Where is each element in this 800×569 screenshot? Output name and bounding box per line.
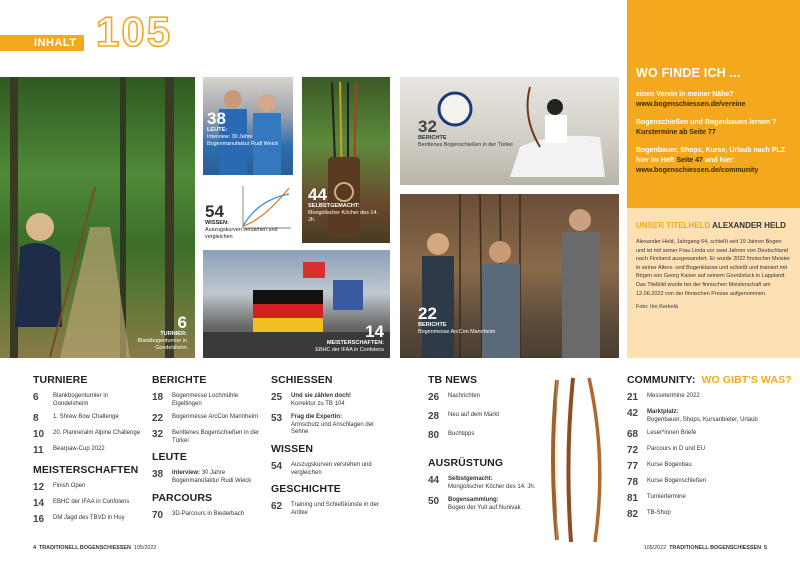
- photo-berichte-tuerkei[interactable]: [400, 77, 619, 185]
- list-item[interactable]: 6 Blankbogenturnier in Gondelsheim: [33, 392, 109, 407]
- list-item[interactable]: 80 Buchtipps: [428, 430, 475, 441]
- info-q2: Bogenschießen und Bogenbauen lernen ? Kurstermine ab Seite 77: [636, 119, 777, 136]
- section-wissen: WISSEN: [271, 442, 314, 455]
- toc-column-3: [271, 374, 381, 523]
- list-item[interactable]: 10 20. Planneralm Alpine Challenge: [33, 429, 141, 441]
- caption-meisterschaften: 14 MEISTERSCHAFTEN: EBHC der IFAA in Confolens: [315, 322, 384, 353]
- section-geschichte: GESCHICHTE: [271, 483, 341, 496]
- section-meisterschaften: MEISTERSCHAFTEN: [33, 464, 139, 477]
- section-community: COMMUNITY: WO GIBT'S WAS?: [627, 374, 792, 386]
- footer-right: 105/2022 TRADITIONELL BOGENSCHIESSEN 5: [643, 545, 767, 551]
- section-ausruestung: AUSRÜSTUNG: [428, 457, 504, 469]
- footer-left: 4 TRADITIONELL BOGENSCHIESSEN 105/2022: [33, 545, 157, 551]
- toc-column-5: [627, 374, 797, 526]
- photo-selbstgemacht[interactable]: [302, 77, 390, 243]
- link-vereine[interactable]: www.bogenschiessen.de/vereine: [636, 101, 746, 108]
- bows-icon: [545, 372, 615, 544]
- list-item[interactable]: 77 Kurse Bogenbau: [627, 461, 692, 473]
- list-item[interactable]: 21 Messetermine 2022: [627, 392, 700, 403]
- section-turniere: TURNIERE: [33, 374, 88, 386]
- photo-turnier[interactable]: [0, 77, 195, 358]
- section-schiessen: SCHIESSEN: [271, 374, 333, 386]
- titelheld-text: Alexander Held, Jahrgang 64, schießt seit 19 Jahren Bogen und ist mit seiner Frau Linda vor zwei Jahren von Deutschland nach Finnland ausgewandert. Er wurde 2022 finnischer Meister in seiner Alters- und Bogenklasse und schießt und trainiert mit Bögen von Georg Kaiser auf seinem Grundstück in Lappland. Das Titelbild wurde bei der finnischen Meisterschaft am 12.06.2022 von der finnischen Presse aufgenommen.: [636, 239, 791, 297]
- photo-credit: Foto: Iiro Kerkelä: [636, 304, 678, 311]
- link-community[interactable]: www.bogenschiessen.de/community: [636, 167, 759, 174]
- list-item[interactable]: 28 Neu auf dem Markt: [428, 411, 500, 422]
- photo-leute[interactable]: [203, 77, 293, 175]
- list-item[interactable]: 54 Auszugskurven verstehen und vergleichen: [271, 460, 372, 476]
- section-leute: LEUTE: [152, 451, 187, 464]
- toc-column-2: [152, 374, 262, 527]
- titelheld-panel: [627, 208, 800, 358]
- photo-berichte-mannheim[interactable]: [400, 194, 619, 358]
- caption-wissen: 54 WISSEN: Auszugskurven verstehen und vergleichen: [205, 202, 278, 240]
- caption-berichte-tuerkei: 32 BERICHTE Berittenes Bogenschießen in der Türkei: [418, 117, 513, 148]
- section-berichte: BERICHTE: [152, 374, 207, 386]
- titelheld-title: UNSER TITELHELD ALEXANDER HELD: [636, 221, 786, 230]
- photo-meisterschaften[interactable]: [203, 250, 390, 358]
- list-item[interactable]: 22 Bogenmesse ArcCon Mannheim: [152, 413, 259, 425]
- info-q1: einen Verein in meiner Nähe? www.bogenschiessen.de/vereine: [636, 91, 746, 108]
- list-item[interactable]: 70 3D-Parcours in Biederbach: [152, 509, 245, 521]
- list-item[interactable]: 38 Interview: 30 Jahre Bogenmanufaktur Rudi Weick: [152, 469, 252, 484]
- list-item[interactable]: 50 Bogensammlung: Bogen der Yuit auf Nunivak: [428, 496, 521, 511]
- list-item[interactable]: 44 Selbstgemacht: Mongolischer Köcher des 14. Jh.: [428, 475, 536, 490]
- list-item[interactable]: 78 Kurse Bogenschießen: [627, 477, 707, 489]
- list-item[interactable]: 72 Parcours in D und EU: [627, 445, 706, 457]
- toc-column-4: [428, 374, 543, 518]
- list-item[interactable]: 81 Turniertermine: [627, 493, 686, 505]
- section-label: INHALT: [0, 35, 84, 51]
- info-q3: Bogenbauer, Shops, Kurse, Urlaub nach PLZ hier im Heft Seite 47 und hier: www.bogenschiessen.de/community: [636, 147, 785, 174]
- caption-berichte-mannheim: 22 BERICHTE Bogenmesse ArcCon Mannheim: [418, 304, 496, 335]
- caption-selbstgemacht: 44 SELBSTGEMACHT: Mongolischer Köcher des 14. Jh.: [308, 185, 378, 223]
- chart-wissen[interactable]: [203, 180, 295, 246]
- list-item[interactable]: 11 Bearpaw-Cup 2022: [33, 445, 105, 457]
- list-item[interactable]: 18 Bogenmesse Lochmühle Eigeltingen: [152, 392, 239, 407]
- list-item[interactable]: 8 1. Shrew Bow Challenge: [33, 413, 119, 425]
- section-parcours: PARCOURS: [152, 491, 213, 504]
- list-item[interactable]: 14 EBHC der IFAA in Confolens: [33, 498, 130, 510]
- list-item[interactable]: 16 DM Jagd des TBVD in Huy: [33, 514, 125, 526]
- list-item[interactable]: 53 Frag die Expertin: Armschutz und Anschlagen der Sehne: [271, 413, 375, 436]
- list-item[interactable]: 26 Nachrichten: [428, 392, 481, 403]
- info-title: WO FINDE ICH ...: [636, 66, 741, 80]
- list-item[interactable]: 62 Training und Schießkünste in der Antike: [271, 501, 379, 516]
- list-item[interactable]: 82 TB-Shop: [627, 509, 671, 521]
- info-panel: [627, 0, 800, 208]
- caption-leute: 38 LEUTE: Interview: 30 Jahre Bogenmanufaktur Rudi Weick: [207, 109, 279, 147]
- list-item[interactable]: 68 Leser*innen Briefe: [627, 429, 697, 441]
- list-item[interactable]: 25 Und sie zählen doch! Korrektur zu TB 104: [271, 392, 352, 407]
- list-item[interactable]: 12 Finish Open: [33, 482, 86, 494]
- section-tb-news: TB NEWS: [428, 374, 478, 386]
- list-item[interactable]: 42 Marktplatz: Bogenbauer, Shops, Kursanbieter, Urlaub: [627, 408, 758, 423]
- list-item[interactable]: 32 Berittenes Bogenschießen in der Türkei: [152, 429, 260, 444]
- toc-column-1: [33, 374, 143, 531]
- caption-turnier: 6 TURNIER: Blankbogenturnier in Gondelsheim: [137, 313, 187, 351]
- issue-number: 105: [96, 8, 173, 55]
